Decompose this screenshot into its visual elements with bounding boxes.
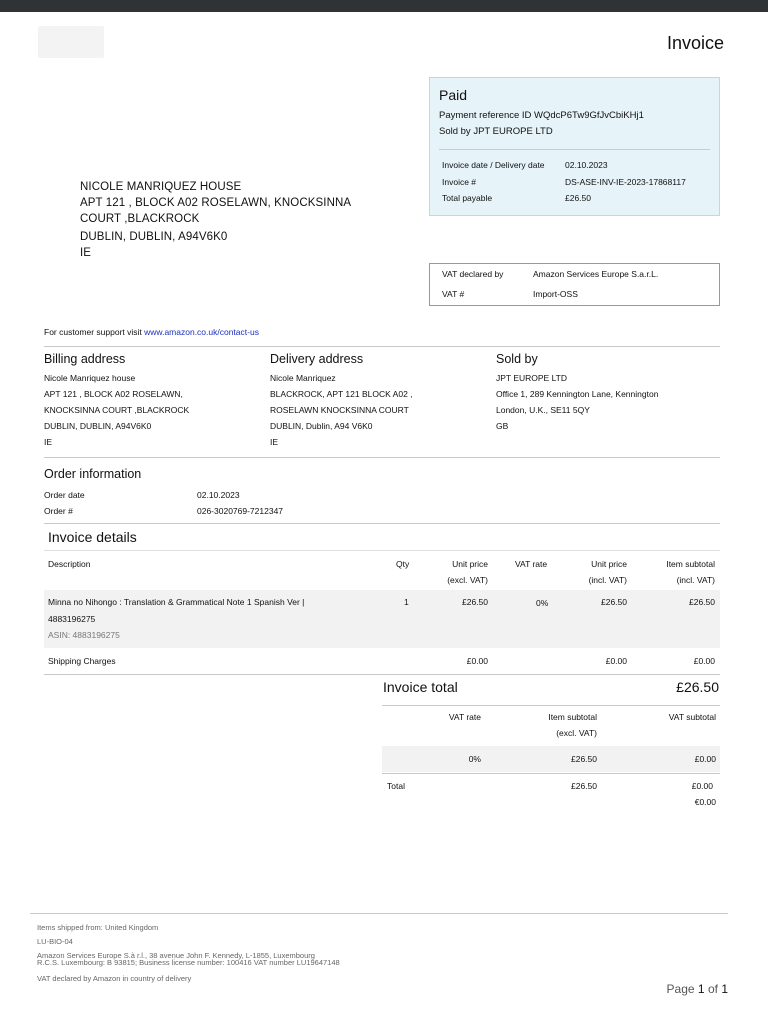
invoice-number-label: Invoice # (442, 177, 477, 187)
billing-line: DUBLIN, DUBLIN, A94V6K0 (44, 421, 152, 431)
shipped-from: Items shipped from: United Kingdom (37, 923, 159, 932)
col-vat-rate: VAT rate (515, 559, 548, 569)
shipping-label: Shipping Charges (48, 656, 116, 666)
billing-heading: Billing address (44, 352, 126, 366)
billing-line: IE (44, 437, 53, 447)
support-prefix: For customer support visit (44, 327, 145, 337)
item-subtotal: £26.50 (689, 597, 715, 607)
payment-divider (439, 149, 710, 150)
payment-reference: Payment reference ID WQdcP6Tw9GfJvCbiKHj1 (439, 110, 644, 121)
page-of: of (707, 982, 718, 996)
shipping-subtotal: £0.00 (693, 656, 715, 666)
divider (44, 457, 720, 458)
recipient-line: COURT ,BLACKROCK (80, 213, 200, 225)
divider (44, 674, 720, 675)
shipping-unit-incl: £0.00 (605, 656, 627, 666)
col-unit-excl: Unit price (452, 559, 488, 569)
col-unit-incl-sub: (incl. VAT) (588, 575, 627, 585)
item-description: Minna no Nihongo : Translation & Grammatical Note 1 Spanish Ver | (48, 597, 305, 607)
footer-company-line2: R.C.S. Luxembourg: B 93815; Business license number: 100416 VAT number LU19647148 (37, 958, 340, 967)
col-unit-excl-sub: (excl. VAT) (447, 575, 488, 585)
vat-declared-by-value: Amazon Services Europe S.a.r.L. (533, 269, 659, 279)
page-current: 1 (697, 982, 705, 996)
vat-number-value: Import-OSS (533, 289, 578, 299)
document-title: Invoice (666, 33, 724, 53)
delivery-line: BLACKROCK, APT 121 BLOCK A02 , (270, 389, 413, 399)
order-date-value: 02.10.2023 (197, 490, 240, 500)
total-row-vat-subtotal-eur: €0.00 (694, 797, 716, 807)
total-row-vat-subtotal: £0.00 (691, 781, 713, 791)
customer-support-text (44, 327, 259, 337)
billing-line: APT 121 , BLOCK A02 ROSELAWN, (44, 389, 183, 399)
divider (44, 523, 720, 524)
item-unit-incl: £26.50 (601, 597, 627, 607)
invoice-date-label: Invoice date / Delivery date (442, 160, 545, 170)
divider (44, 550, 720, 551)
billing-line: KNOCKSINNA COURT ,BLACKROCK (44, 405, 190, 415)
order-info-heading: Order information (44, 467, 142, 481)
col-description: Description (48, 559, 91, 569)
seller-line: JPT EUROPE LTD (496, 373, 568, 383)
vat-col-item-subtotal: Item subtotal (548, 712, 597, 722)
recipient-line: NICOLE MANRIQUEZ HOUSE (80, 181, 242, 193)
col-item-subtotal-sub: (incl. VAT) (676, 575, 715, 585)
page-prefix: Page (666, 982, 695, 996)
item-description-cont: 4883196275 (48, 614, 96, 624)
page-number (667, 982, 728, 996)
seller-line: London, U.K., SE11 5QY (496, 405, 590, 415)
page-total: 1 (721, 982, 728, 996)
order-number-label: Order # (44, 506, 73, 516)
contact-us-link[interactable]: www.amazon.co.uk/contact-us (144, 327, 259, 337)
amazon-logo-placeholder (38, 26, 104, 58)
delivery-line: Nicole Manriquez (270, 373, 336, 383)
delivery-line: IE (270, 437, 279, 447)
invoice-total-amount: £26.50 (676, 679, 719, 695)
item-vat-rate: 0% (536, 598, 549, 608)
invoice-details-heading: Invoice details (48, 529, 137, 545)
vat-col-rate: VAT rate (448, 712, 481, 722)
payment-status: Paid (439, 87, 468, 103)
top-bar (0, 0, 768, 12)
order-date-label: Order date (44, 490, 85, 500)
shipping-unit-excl: £0.00 (466, 656, 488, 666)
total-payable-value: £26.50 (565, 193, 591, 203)
footer-vat-note: VAT declared by Amazon in country of delivery (37, 974, 192, 983)
total-row-item-subtotal: £26.50 (571, 781, 597, 791)
delivery-line: DUBLIN, Dublin, A94 V6K0 (270, 421, 373, 431)
invoice-date-value: 02.10.2023 (565, 160, 608, 170)
col-qty: Qty (396, 559, 410, 569)
delivery-line: ROSELAWN KNOCKSINNA COURT (270, 405, 409, 415)
vat-row-vat-subtotal: £0.00 (694, 754, 716, 764)
seller-line: GB (496, 421, 509, 431)
vat-row-rate: 0% (468, 754, 481, 764)
invoice-number-value: DS-ASE-INV-IE-2023-17868117 (565, 177, 686, 187)
col-unit-incl: Unit price (591, 559, 627, 569)
recipient-line: IE (80, 247, 92, 259)
divider (382, 705, 720, 706)
vat-col-vat-subtotal: VAT subtotal (668, 712, 716, 722)
vat-number-label: VAT # (442, 289, 465, 299)
total-payable-label: Total payable (442, 193, 493, 203)
sold-by-heading: Sold by (496, 352, 538, 366)
recipient-line: APT 121 , BLOCK A02 ROSELAWN, KNOCKSINNA (80, 197, 352, 209)
delivery-heading: Delivery address (270, 352, 364, 366)
item-asin: ASIN: 4883196275 (48, 630, 120, 640)
billing-line: Nicole Manriquez house (44, 373, 136, 383)
item-unit-excl: £26.50 (462, 597, 488, 607)
divider (44, 346, 720, 347)
order-number-value: 026-3020769-7212347 (197, 506, 284, 516)
sold-by-line: Sold by JPT EUROPE LTD (439, 126, 553, 137)
divider (382, 773, 720, 774)
seller-line: Office 1, 289 Kennington Lane, Kennington (496, 389, 659, 399)
footer-divider (30, 913, 728, 914)
item-qty: 1 (404, 597, 409, 607)
vat-col-item-subtotal-sub: (excl. VAT) (556, 728, 597, 738)
invoice-total-label: Invoice total (383, 679, 458, 695)
recipient-line: DUBLIN, DUBLIN, A94V6K0 (80, 231, 228, 243)
footer-code: LU-BIO-04 (37, 937, 73, 946)
vat-row-item-subtotal: £26.50 (571, 754, 597, 764)
total-row-label: Total (387, 781, 405, 791)
vat-declared-by-label: VAT declared by (442, 269, 504, 279)
col-item-subtotal: Item subtotal (666, 559, 715, 569)
footer-company-line1: Amazon Services Europe S.à r.l., 38 avenue John F. Kennedy, L-1855, Luxembourg (37, 951, 315, 960)
